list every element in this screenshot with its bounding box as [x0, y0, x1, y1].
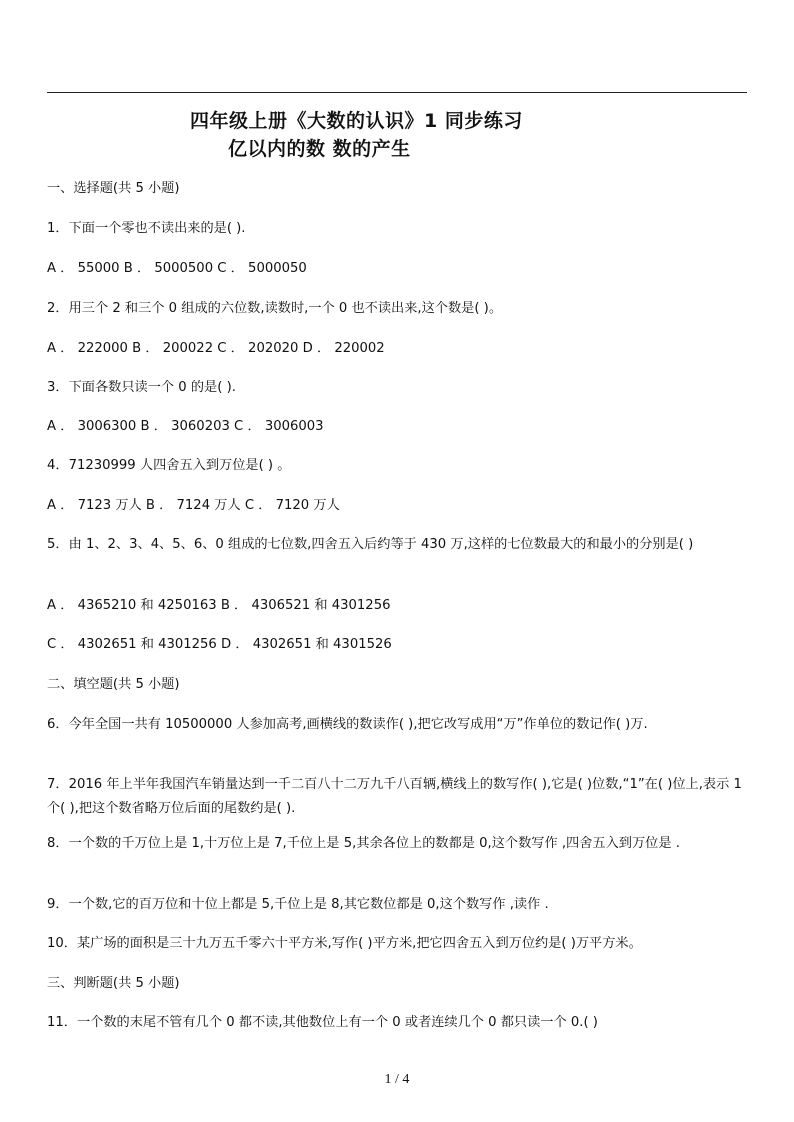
page-number: 1 / 4 [384, 1072, 410, 1087]
question-6: 6．今年全国一共有 10500000 人参加高考,画横线的数读作( ),把它改写成用“万”作单位的数记作( )万. [47, 717, 648, 732]
page-title: 四年级上册《大数的认识》1 同步练习 [190, 110, 523, 132]
question-1-options: A ． 55000 B ． 5000500 C ． 5000050 [47, 261, 307, 276]
question-10: 10．某广场的面积是三十九万五千零六十平方米,写作( )平方米,把它四舍五入到万位约是( )万平方米。 [47, 936, 642, 951]
question-5: 5．由 1、2、3、4、5、6、0 组成的七位数,四舍五入后约等于 430 万,这样的七位数最大的和最小的分别是( ) [47, 537, 694, 552]
question-4: 4．71230999 人四舍五入到万位是( ) 。 [47, 458, 291, 473]
question-5-options-cd: C ． 4302651 和 4301256 D ． 4302651 和 4301526 [47, 637, 392, 652]
header-rule [47, 92, 747, 93]
question-2-options: A ． 222000 B ． 200022 C ． 202020 D ． 220002 [47, 341, 385, 356]
section-fill-heading: 二、填空题(共 5 小题) [47, 677, 180, 692]
question-3-options: A ． 3006300 B ． 3060203 C ． 3006003 [47, 419, 324, 434]
question-5-options-ab: A ． 4365210 和 4250163 B ． 4306521 和 4301256 [47, 598, 391, 613]
section-choice-heading: 一、选择题(共 5 小题) [47, 181, 180, 196]
question-8: 8．一个数的千万位上是 1,十万位上是 7,千位上是 5,其余各位上的数都是 0,这个数写作 ,四舍五入到万位是 . [47, 836, 680, 851]
question-2: 2．用三个 2 和三个 0 组成的六位数,读数时,一个 0 也不读出来,这个数是( )。 [47, 301, 503, 316]
page-subtitle: 亿以内的数 数的产生 [228, 138, 411, 160]
question-7: 7．2016 年上半年我国汽车销量达到一千二百八十二万九千八百辆,横线上的数写作( ),它是( )位数,“1”在( )位上,表示 1 个( ),把这个数省略万位后面的尾数约是( ). [47, 777, 742, 816]
question-1: 1．下面一个零也不读出来的是( ). [47, 221, 246, 236]
question-3: 3．下面各数只读一个 0 的是( ). [47, 380, 236, 395]
question-9: 9．一个数,它的百万位和十位上都是 5,千位上是 8,其它数位都是 0,这个数写作 ,读作 . [47, 897, 549, 912]
question-11: 11．一个数的末尾不管有几个 0 都不读,其他数位上有一个 0 或者连续几个 0 都只读一个 0.( ) [47, 1015, 598, 1030]
question-4-options: A ． 7123 万人 B ． 7124 万人 C ． 7120 万人 [47, 498, 340, 513]
section-judge-heading: 三、判断题(共 5 小题) [47, 976, 180, 991]
